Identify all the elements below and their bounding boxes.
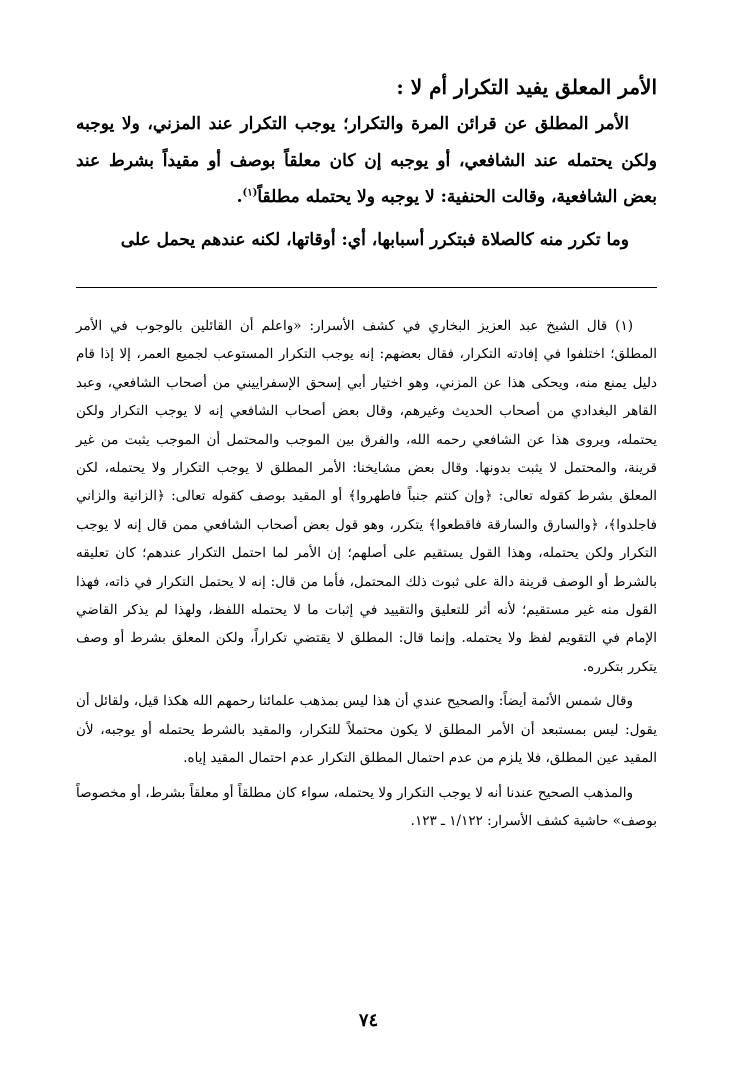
footnote-divider [76, 287, 657, 288]
footnote-paragraph-2: وقال شمس الأئمة أيضاً: والصحيح عندي أن هذا ليس بمذهب علمائنا رحمهم الله هكذا قيل، ولقائل أن يقول: ليس بمستبعد أن الأمر المطلق لا يكون محتملاً للتكرار، والمقيد بالشرط يحتمله أو يوجبه، لأن المقيد عين المطلق، فلا يلزم من عدم احتمال المطلق التكرار عدم احتمال المقيد إياه. [75, 693, 657, 767]
main-paragraph-1: الأمر المطلق عن قرائن المرة والتكرار؛ يوجب التكرار عند المزني، ولا يوجبه ولكن يحتمله عند الشافعي، أو يوجبه إن كان معلقاً بوصف أو مقيداً بشرط عند بعض الشافعية، وقالت الحنفية: لا يوجبه ولا يحتمله مطلقاً$^{(١)}$. [76, 114, 657, 207]
main-paragraph-1-text: الأمر المطلق عن قرائن المرة والتكرار؛ يوجب التكرار عند المزني، ولا يوجبه ولكن يحتمله عند الشافعي، أو يوجبه إن كان معلقاً بوصف أو مقيداً بشرط عند بعض الشافعية، وقالت الحنفية: لا يوجبه ولا يحتمله مطلقاً [76, 114, 657, 207]
page-number: ٧٤ [358, 1010, 379, 1031]
footnote-paragraph-3: والمذهب الصحيح عندنا أنه لا يوجب التكرار ولا يحتمله، سواء كان مطلقاً أو معلقاً بشرط، أو مخصوصاً بوصف» حاشية كشف الأسرار: ١/١٢٢ ـ ١٢٣. [76, 784, 657, 829]
main-paragraph-2: وما تكرر منه كالصلاة فبتكرر أسبابها، أي: أوقاتها، لكنه عندهم يحمل على [120, 229, 629, 250]
footnote-reference[interactable]: (١) [242, 187, 258, 199]
footnotes-section [76, 312, 657, 835]
footnote-paragraph-1: (١) قال الشيخ عبد العزيز البخاري في كشف الأسرار: «واعلم أن القائلين بالوجوب في الأمر المطلق؛ اختلفوا في إفادته التكرار، فقال بعضهم: إنه يوجب التكرار المستوعب لجميع العمر، إلا إذا قام دليل يمنع منه، ويحكى هذا عن المزني، وهو اختيار أبي إسحق الإسفراييني من أصحاب الشافعي، وعبد القاهر البغدادي من أصحاب الحديث وغيرهم، وقال بعض أصحاب الشافعي إنه لا يوجب التكرار ولكن يحتمله، ويروى هذا عن الشافعي رحمه الله، والفرق بين الموجب والمحتمل أن الموجب يثبت من غير قرينة، والمحتمل لا يثبت بدونها. وقال بعض مشايخنا: الأمر المطلق لا يوجب التكرار ولا يحتمله، لكن المعلق بشرط كقوله تعالى: ﴿وإن كنتم جنباً فاطهروا﴾ أو المقيد بوصف كقوله تعالى: ﴿الزانية والزاني فاجلدوا﴾، ﴿والسارق والسارقة فاقطعوا﴾ يتكرر، وهو قول بعض أصحاب الشافعي ممن قال إنه لا يوجب التكرار ولكن يحتمله، وهذا القول يستقيم على أصلهم؛ إن الأمر لما احتمل التكرار عندهم؛ كان تعليقه بالشرط أو الوصف قرينة دالة على ثبوت ذلك المحتمل، فأما من قال: إنه لا يحتمل التكرار في ذاته، فهذا القول منه غير مستقيم؛ لأنه أثر للتعليق والتقييد في إثبات ما لا يحتمله اللفظ، ولهذا لم يذكر القاضي الإمام في التقويم لفظ ولا يحتمله. وإنما قال: المطلق لا يقتضي تكراراً، ولكن المعلق بشرط أو وصف يتكرر بتكرره. [76, 318, 657, 675]
section-heading: الأمر المعلق يفيد التكرار أم لا : [396, 75, 657, 99]
main-text [76, 68, 657, 258]
